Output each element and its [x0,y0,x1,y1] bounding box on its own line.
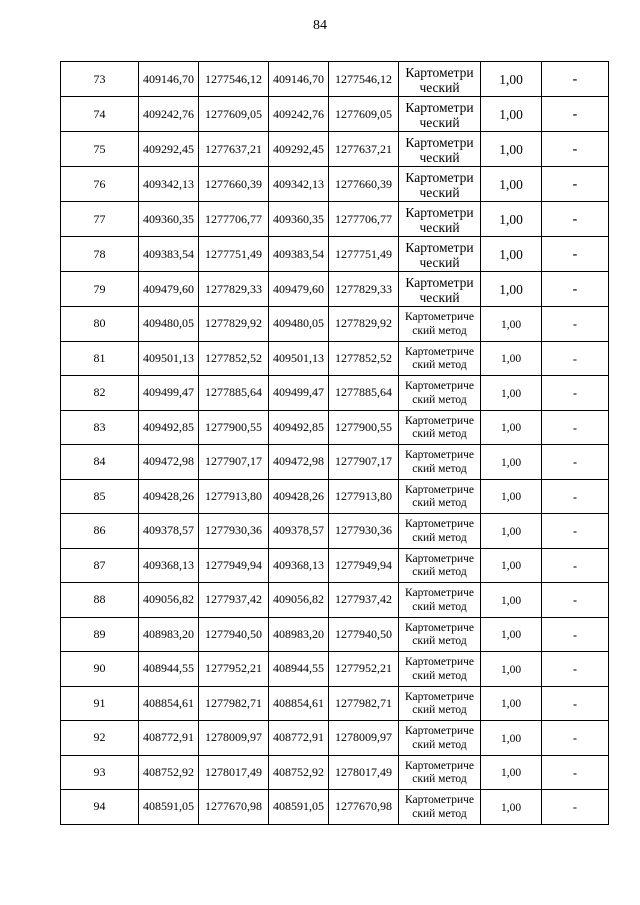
x-coordinate-cell: 409501,13 [269,341,329,376]
note-cell: - [542,341,609,376]
x-coordinate-cell: 409360,35 [139,202,199,237]
method-cell [399,132,481,167]
accuracy-cell: 1,00 [481,479,542,514]
method-text: Картометриче [405,414,474,427]
table-row [61,514,609,549]
method-text: ческий [419,255,460,270]
method-cell [399,583,481,618]
method-text: Картометриче [405,656,474,669]
accuracy-cell: 1,00 [481,132,542,167]
accuracy-cell: 1,00 [481,97,542,132]
x-coordinate-cell: 409342,13 [269,167,329,202]
accuracy-cell: 1,00 [481,410,542,445]
y-coordinate-cell: 1277546,12 [199,62,269,97]
method-text: Картометри [405,65,474,80]
method-text: Картометриче [405,345,474,358]
method-cell [399,755,481,790]
table-row [61,97,609,132]
accuracy-cell: 1,00 [481,307,542,342]
x-coordinate-cell: 409480,05 [139,307,199,342]
method-cell [399,514,481,549]
point-number-cell: 94 [61,790,139,825]
note-cell: - [542,376,609,411]
note-cell: - [542,686,609,721]
method-text: ский метод [412,600,467,613]
y-coordinate-cell: 1277706,77 [199,202,269,237]
method-text: Картометриче [405,311,474,324]
method-cell [399,307,481,342]
y-coordinate-cell: 1278017,49 [199,755,269,790]
x-coordinate-cell: 409492,85 [269,410,329,445]
y-coordinate-cell: 1277670,98 [329,790,399,825]
y-coordinate-cell: 1277829,33 [199,272,269,307]
note-cell: - [542,755,609,790]
method-text: ский метод [412,359,467,372]
x-coordinate-cell: 409360,35 [269,202,329,237]
x-coordinate-cell: 409146,70 [269,62,329,97]
method-cell [399,686,481,721]
y-coordinate-cell: 1277900,55 [199,410,269,445]
method-text: Картометриче [405,552,474,565]
x-coordinate-cell: 409480,05 [269,307,329,342]
point-number-cell: 82 [61,376,139,411]
x-coordinate-cell: 409378,57 [139,514,199,549]
method-cell [399,237,481,272]
y-coordinate-cell: 1277829,92 [329,307,399,342]
point-number-cell: 75 [61,132,139,167]
x-coordinate-cell: 408772,91 [139,721,199,756]
y-coordinate-cell: 1277751,49 [329,237,399,272]
x-coordinate-cell: 408854,61 [139,686,199,721]
method-cell [399,652,481,687]
accuracy-cell: 1,00 [481,548,542,583]
point-number-cell: 78 [61,237,139,272]
x-coordinate-cell: 409378,57 [269,514,329,549]
method-text: ский метод [412,704,467,717]
note-cell: - [542,721,609,756]
method-text: ский метод [412,324,467,337]
method-cell [399,721,481,756]
point-number-cell: 85 [61,479,139,514]
x-coordinate-cell: 409146,70 [139,62,199,97]
note-cell: - [542,132,609,167]
point-number-cell: 79 [61,272,139,307]
y-coordinate-cell: 1277546,12 [329,62,399,97]
accuracy-cell: 1,00 [481,514,542,549]
method-cell [399,376,481,411]
method-cell [399,272,481,307]
point-number-cell: 87 [61,548,139,583]
point-number-cell: 92 [61,721,139,756]
table-row [61,617,609,652]
table-row [61,548,609,583]
x-coordinate-cell: 409368,13 [139,548,199,583]
y-coordinate-cell: 1277940,50 [199,617,269,652]
method-text: Картометри [405,135,474,150]
x-coordinate-cell: 408944,55 [269,652,329,687]
point-number-cell: 86 [61,514,139,549]
y-coordinate-cell: 1277937,42 [199,583,269,618]
point-number-cell: 89 [61,617,139,652]
method-text: Картометриче [405,725,474,738]
y-coordinate-cell: 1277852,52 [199,341,269,376]
y-coordinate-cell: 1277829,92 [199,307,269,342]
method-text: ческий [419,220,460,235]
method-text: Картометриче [405,587,474,600]
table-row [61,790,609,825]
x-coordinate-cell: 409242,76 [269,97,329,132]
y-coordinate-cell: 1277982,71 [329,686,399,721]
y-coordinate-cell: 1277930,36 [329,514,399,549]
method-text: Картометриче [405,794,474,807]
accuracy-cell: 1,00 [481,167,542,202]
table-row [61,410,609,445]
x-coordinate-cell: 408983,20 [269,617,329,652]
note-cell: - [542,237,609,272]
x-coordinate-cell: 409501,13 [139,341,199,376]
point-number-cell: 81 [61,341,139,376]
table-row [61,132,609,167]
x-coordinate-cell: 409056,82 [139,583,199,618]
table-row [61,341,609,376]
y-coordinate-cell: 1277907,17 [329,445,399,480]
x-coordinate-cell: 408752,92 [269,755,329,790]
x-coordinate-cell: 409242,76 [139,97,199,132]
y-coordinate-cell: 1278009,97 [329,721,399,756]
point-number-cell: 74 [61,97,139,132]
method-text: ческий [419,150,460,165]
x-coordinate-cell: 409479,60 [139,272,199,307]
method-cell [399,167,481,202]
method-cell [399,617,481,652]
method-text: Картометриче [405,380,474,393]
method-text: Картометриче [405,483,474,496]
y-coordinate-cell: 1277907,17 [199,445,269,480]
x-coordinate-cell: 408854,61 [269,686,329,721]
method-cell [399,341,481,376]
x-coordinate-cell: 409368,13 [269,548,329,583]
y-coordinate-cell: 1277609,05 [199,97,269,132]
y-coordinate-cell: 1277900,55 [329,410,399,445]
y-coordinate-cell: 1277706,77 [329,202,399,237]
x-coordinate-cell: 409056,82 [269,583,329,618]
table-row [61,445,609,480]
table-row [61,167,609,202]
y-coordinate-cell: 1277660,39 [329,167,399,202]
table-row [61,652,609,687]
method-cell [399,548,481,583]
y-coordinate-cell: 1277852,52 [329,341,399,376]
table-row [61,583,609,618]
y-coordinate-cell: 1277751,49 [199,237,269,272]
table-row [61,721,609,756]
y-coordinate-cell: 1277609,05 [329,97,399,132]
method-cell [399,410,481,445]
y-coordinate-cell: 1277885,64 [329,376,399,411]
accuracy-cell: 1,00 [481,686,542,721]
table-row [61,755,609,790]
x-coordinate-cell: 408752,92 [139,755,199,790]
table-row [61,686,609,721]
accuracy-cell: 1,00 [481,583,542,618]
accuracy-cell: 1,00 [481,202,542,237]
point-number-cell: 91 [61,686,139,721]
method-text: Картометриче [405,449,474,462]
method-text: Картометриче [405,518,474,531]
method-text: ский метод [412,566,467,579]
x-coordinate-cell: 409383,54 [269,237,329,272]
y-coordinate-cell: 1277952,21 [199,652,269,687]
method-text: ский метод [412,462,467,475]
table-row [61,202,609,237]
method-text: ский метод [412,738,467,751]
method-text: ческий [419,80,460,95]
point-number-cell: 76 [61,167,139,202]
table-body [61,62,609,825]
accuracy-cell: 1,00 [481,755,542,790]
method-cell [399,97,481,132]
x-coordinate-cell: 409492,85 [139,410,199,445]
point-number-cell: 90 [61,652,139,687]
method-cell [399,445,481,480]
x-coordinate-cell: 409383,54 [139,237,199,272]
x-coordinate-cell: 409499,47 [139,376,199,411]
x-coordinate-cell: 408983,20 [139,617,199,652]
note-cell: - [542,62,609,97]
point-number-cell: 77 [61,202,139,237]
note-cell: - [542,272,609,307]
note-cell: - [542,617,609,652]
note-cell: - [542,548,609,583]
method-text: Картометри [405,100,474,115]
x-coordinate-cell: 408944,55 [139,652,199,687]
table-row [61,307,609,342]
y-coordinate-cell: 1277637,21 [329,132,399,167]
method-text: ский метод [412,669,467,682]
x-coordinate-cell: 409292,45 [139,132,199,167]
note-cell: - [542,790,609,825]
point-number-cell: 84 [61,445,139,480]
method-text: Картометриче [405,621,474,634]
x-coordinate-cell: 408772,91 [269,721,329,756]
y-coordinate-cell: 1277949,94 [199,548,269,583]
y-coordinate-cell: 1278009,97 [199,721,269,756]
y-coordinate-cell: 1277885,64 [199,376,269,411]
x-coordinate-cell: 409472,98 [139,445,199,480]
method-cell [399,202,481,237]
page-number: 84 [313,18,327,33]
note-cell: - [542,167,609,202]
note-cell: - [542,445,609,480]
method-text: ский метод [412,635,467,648]
point-number-cell: 73 [61,62,139,97]
method-text: Картометри [405,170,474,185]
note-cell: - [542,479,609,514]
accuracy-cell: 1,00 [481,62,542,97]
method-text: ский метод [412,428,467,441]
accuracy-cell: 1,00 [481,341,542,376]
method-cell [399,62,481,97]
x-coordinate-cell: 409428,26 [139,479,199,514]
accuracy-cell: 1,00 [481,272,542,307]
x-coordinate-cell: 408591,05 [269,790,329,825]
method-text: Картометриче [405,759,474,772]
table-row [61,237,609,272]
note-cell: - [542,97,609,132]
accuracy-cell: 1,00 [481,445,542,480]
y-coordinate-cell: 1277637,21 [199,132,269,167]
x-coordinate-cell: 408591,05 [139,790,199,825]
y-coordinate-cell: 1278017,49 [329,755,399,790]
note-cell: - [542,583,609,618]
y-coordinate-cell: 1277913,80 [199,479,269,514]
y-coordinate-cell: 1277940,50 [329,617,399,652]
x-coordinate-cell: 409472,98 [269,445,329,480]
method-text: ский метод [412,531,467,544]
x-coordinate-cell: 409499,47 [269,376,329,411]
x-coordinate-cell: 409479,60 [269,272,329,307]
accuracy-cell: 1,00 [481,790,542,825]
coordinates-table [60,61,609,825]
table-row [61,272,609,307]
method-cell [399,479,481,514]
accuracy-cell: 1,00 [481,652,542,687]
accuracy-cell: 1,00 [481,237,542,272]
method-text: ский метод [412,497,467,510]
y-coordinate-cell: 1277930,36 [199,514,269,549]
method-text: ский метод [412,807,467,820]
method-cell [399,790,481,825]
table-row [61,376,609,411]
point-number-cell: 80 [61,307,139,342]
x-coordinate-cell: 409342,13 [139,167,199,202]
method-text: ческий [419,115,460,130]
note-cell: - [542,652,609,687]
method-text: Картометри [405,240,474,255]
accuracy-cell: 1,00 [481,617,542,652]
y-coordinate-cell: 1277829,33 [329,272,399,307]
table-row [61,62,609,97]
y-coordinate-cell: 1277937,42 [329,583,399,618]
x-coordinate-cell: 409428,26 [269,479,329,514]
note-cell: - [542,202,609,237]
y-coordinate-cell: 1277949,94 [329,548,399,583]
note-cell: - [542,410,609,445]
accuracy-cell: 1,00 [481,721,542,756]
method-text: ский метод [412,773,467,786]
method-text: Картометри [405,275,474,290]
y-coordinate-cell: 1277982,71 [199,686,269,721]
y-coordinate-cell: 1277913,80 [329,479,399,514]
point-number-cell: 83 [61,410,139,445]
method-text: ский метод [412,393,467,406]
table-row [61,479,609,514]
method-text: ческий [419,290,460,305]
accuracy-cell: 1,00 [481,376,542,411]
point-number-cell: 93 [61,755,139,790]
y-coordinate-cell: 1277660,39 [199,167,269,202]
note-cell: - [542,307,609,342]
point-number-cell: 88 [61,583,139,618]
method-text: ческий [419,185,460,200]
method-text: Картометри [405,205,474,220]
y-coordinate-cell: 1277952,21 [329,652,399,687]
x-coordinate-cell: 409292,45 [269,132,329,167]
y-coordinate-cell: 1277670,98 [199,790,269,825]
method-text: Картометриче [405,690,474,703]
note-cell: - [542,514,609,549]
